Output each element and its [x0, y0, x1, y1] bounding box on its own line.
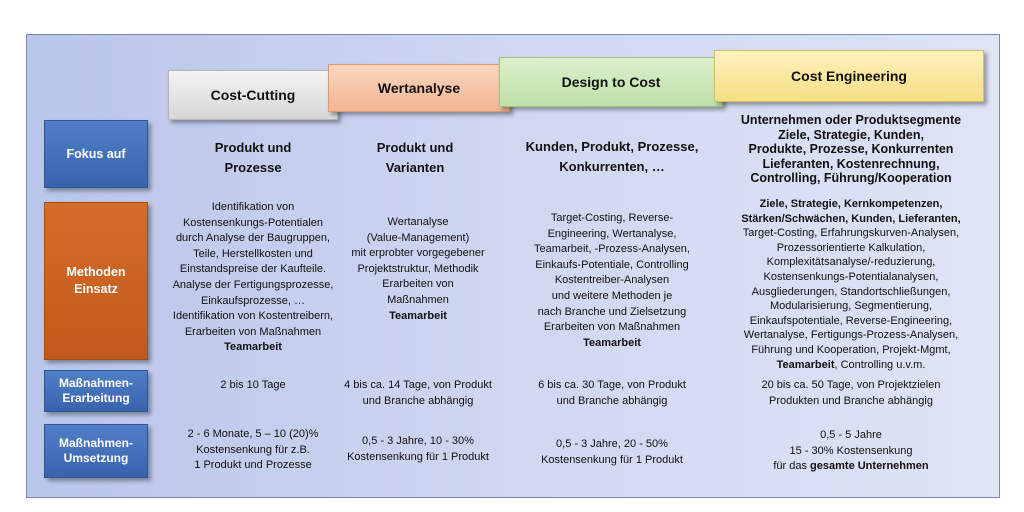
text-line-bold: Teamarbeit: [583, 336, 641, 349]
text-line: 2 bis 10 Tage: [220, 379, 286, 391]
text-line: Komplexitätsanalyse/-reduzierung,: [766, 256, 936, 269]
text-line: Führung und Kooperation, Projekt-Mgmt,: [751, 343, 951, 356]
text-line-bold: Stärken/Schwächen, Kunden, Lieferanten,: [741, 212, 961, 225]
text-line: Prozessorientierte Kalkulation,: [776, 241, 926, 254]
umsetzung-cell-wertanalyse: [328, 434, 508, 465]
text-line-bold: Ziele, Strategie, Kernkompetenzen,: [759, 198, 943, 210]
text-line: und Branche abhängig: [556, 394, 668, 407]
text-line: Ziele, Strategie, Kunden,: [778, 127, 924, 142]
text-line: [722, 459, 980, 475]
text-line: durch Analyse der Baugruppen,: [175, 232, 331, 245]
text-line: Projektstruktur, Methodik: [357, 262, 479, 275]
row-header-label: Maßnahmen-Erarbeitung: [58, 376, 133, 405]
text-line: Wertanalyse, Fertigungs-Prozess-Analysen,: [743, 329, 959, 342]
text-line: Engineering, Wertanalyse,: [547, 227, 677, 240]
row-header-methoden: [44, 202, 148, 360]
text-line: Erarbeiten von: [382, 278, 454, 291]
row-header-erarbeitung: [44, 370, 148, 412]
text-line: 0,5 - 5 Jahre: [820, 429, 882, 441]
text-line: Kostensenkungs-Potentialanalysen,: [763, 270, 939, 283]
umsetzung-cell-cost-cutting: [163, 427, 343, 474]
text-line: Prozesse: [224, 160, 282, 175]
text-line: Lieferanten, Kostenrechnung,: [762, 156, 940, 171]
text-line: Produkten und Branche abhängig: [769, 394, 933, 407]
text-line: Einstandspreise der Kaufteile.: [179, 263, 327, 276]
row-header-fokus: [44, 120, 148, 188]
row-header-umsetzung: [44, 424, 148, 478]
text-line: 4 bis ca. 14 Tage, von Produkt: [344, 379, 492, 391]
text-line: Controlling, Führung/Kooperation: [750, 171, 952, 185]
row-header-label: Fokus auf: [66, 146, 126, 161]
fokus-cell-design-to-cost: [505, 137, 719, 177]
text-line: Erarbeiten von Maßnahmen: [543, 321, 681, 334]
text-line: und weitere Methoden je: [551, 289, 673, 302]
text-line: Kostensenkung für 1 Produkt: [541, 453, 683, 466]
text-line-bold: Teamarbeit: [389, 309, 447, 322]
text-line: Analyse der Fertigungsprozesse,: [172, 278, 334, 291]
text-line: Teile, Herstellkosten und: [193, 247, 313, 260]
row-header-label: Maßnahmen-Umsetzung: [58, 436, 133, 465]
row-header-label: Methoden Einsatz: [66, 265, 126, 296]
text-line: Einkaufs-Potentiale, Controlling: [535, 258, 689, 271]
umsetzung-cell-design-to-cost: [507, 437, 717, 468]
text-line: Kostensenkungs-Potentialen: [182, 216, 324, 229]
bold-fragment: gesamte Unternehmen: [810, 460, 929, 473]
umsetzung-cell-cost-engineering: [722, 428, 980, 475]
text-line: Ausgliederungen, Standortschließungen,: [751, 285, 951, 298]
erarbeitung-cell-cost-engineering: [722, 378, 980, 409]
text-line: (Value-Management): [366, 231, 470, 244]
methoden-cell-cost-engineering: [722, 197, 980, 372]
text-line: Modularisierung, Segmentierung,: [769, 300, 933, 313]
text-line: mit erprobter vorgegebener: [351, 247, 485, 260]
text-line: 6 bis ca. 30 Tage, von Produkt: [538, 379, 686, 391]
text-line: 20 bis ca. 50 Tage, von Projektzielen: [761, 379, 941, 391]
text-line: 1 Produkt und Prozesse: [194, 459, 312, 472]
fokus-cell-cost-engineering: [720, 113, 982, 186]
text-line: Erarbeiten von Maßnahmen: [184, 325, 322, 338]
text-line: und Branche abhängig: [362, 394, 474, 407]
column-header-design-to-cost: [499, 57, 723, 107]
text-line: Target-Costing, Erfahrungskurven-Analysen,: [742, 227, 960, 240]
text-line: Wertanalyse: [387, 216, 449, 228]
column-header-label: Cost Engineering: [791, 68, 907, 84]
erarbeitung-cell-wertanalyse: [328, 378, 508, 409]
text-line: 15 - 30% Kostensenkung: [789, 444, 913, 457]
text-line: Teamarbeit, -Prozess-Analysen,: [534, 243, 690, 256]
text-line-bold: Teamarbeit: [224, 341, 282, 354]
text-line: [722, 358, 980, 373]
fokus-cell-wertanalyse: [335, 138, 495, 178]
text-line: 0,5 - 3 Jahre, 20 - 50%: [556, 438, 668, 450]
text-line: Einkaufsprozesse, …: [201, 294, 305, 307]
text-line: Target-Costing, Reverse-: [550, 212, 674, 224]
text-line: Identifikation von Kostentreibern,: [172, 310, 334, 323]
methoden-cell-design-to-cost: [507, 211, 717, 351]
text-line: Produkt und: [214, 140, 292, 155]
text-line: nach Branche und Zielsetzung: [537, 305, 687, 318]
erarbeitung-cell-cost-cutting: [163, 378, 343, 394]
column-header-label: Design to Cost: [561, 74, 661, 90]
fokus-cell-cost-cutting: [173, 138, 333, 178]
text-fragment: , Controlling u.v.m.: [834, 358, 926, 371]
text-fragment: für das: [773, 460, 811, 473]
column-header-cost-engineering: [714, 50, 984, 102]
bold-fragment: Teamarbeit: [776, 358, 835, 371]
text-line: Produkte, Prozesse, Konkurrenten: [748, 142, 954, 156]
text-line: Kostensenkung für 1 Produkt: [347, 450, 489, 463]
text-line: Einkaufspotentiale, Reverse-Engineering,: [749, 314, 953, 327]
column-header-label: Cost-Cutting: [210, 87, 296, 103]
text-line: Varianten: [385, 160, 445, 175]
column-header-cost-cutting: [168, 70, 338, 120]
text-line: Kostentreiber-Analysen: [554, 274, 670, 287]
text-line: Produkt und: [376, 140, 454, 155]
text-line: Maßnahmen: [387, 293, 449, 306]
column-header-wertanalyse: [328, 64, 510, 112]
text-line: Identifikation von: [211, 201, 295, 213]
text-line: Unternehmen oder Produktsegmente: [740, 113, 962, 127]
erarbeitung-cell-design-to-cost: [507, 378, 717, 409]
text-line: 0,5 - 3 Jahre, 10 - 30%: [362, 435, 474, 447]
text-line: Kunden, Produkt, Prozesse,: [525, 139, 699, 154]
text-line: 2 - 6 Monate, 5 – 10 (20)%: [187, 428, 319, 440]
column-header-label: Wertanalyse: [377, 80, 461, 96]
methoden-cell-wertanalyse: [333, 215, 503, 324]
methoden-cell-cost-cutting: [163, 200, 343, 356]
text-line: Konkurrenten, …: [559, 159, 665, 174]
text-line: Kostensenkung für z.B.: [196, 443, 310, 456]
